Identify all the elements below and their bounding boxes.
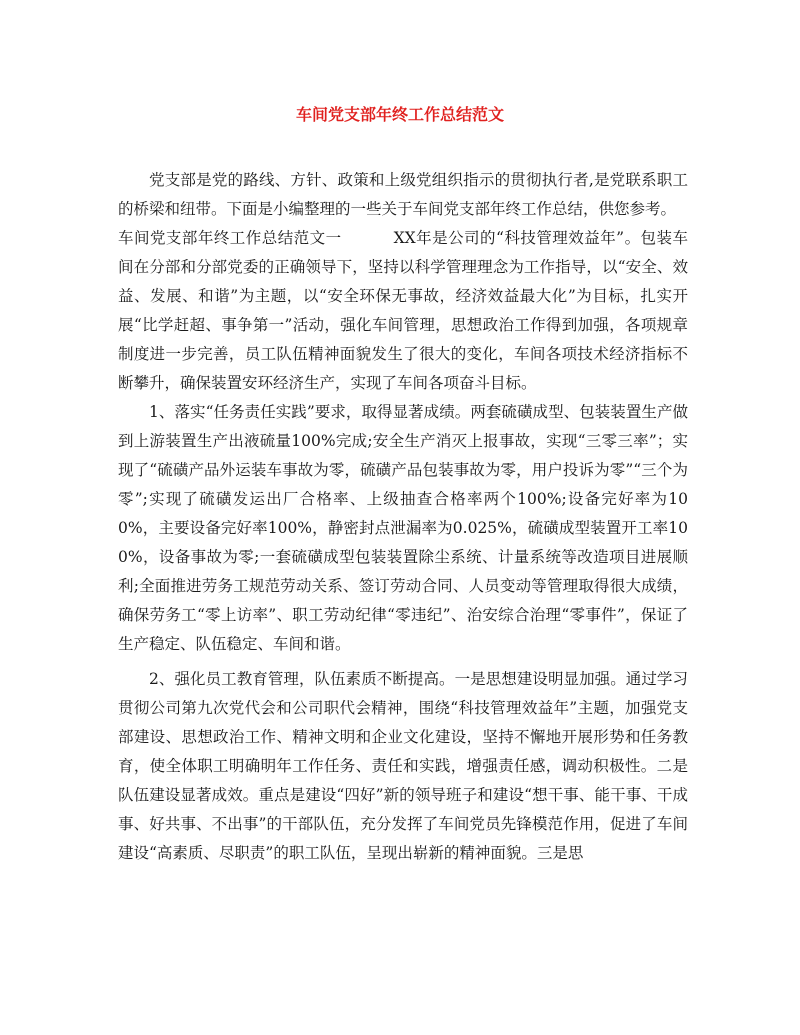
document-body bbox=[118, 166, 688, 868]
section-paragraph bbox=[118, 224, 688, 398]
intro-paragraph: 党支部是党的路线、方针、政策和上级党组织指示的贯彻执行者,是党联系职工的桥梁和纽带。下面是小编整理的一些关于车间党支部年终工作总结，供您参考。 bbox=[118, 171, 688, 218]
point-one-paragraph: 1、落实“任务责任实践”要求，取得显著成绩。两套硫磺成型、包装装置生产做到上游装置生产出液硫量100%完成;安全生产消灭上报事故，实现“三零三率”；实现了“硫磺产品外运装车事故为零，硫磺产品包装事故为零，用户投诉为零”“三个为零”;实现了硫磺发运出厂合格率、上级抽查合格率两个100%;设备完好率为100%，主要设备完好率100%，静密封点泄漏率为0.025%，硫磺成型装置开工率100%，设备事故为零;一套硫磺成型包装装置除尘系统、计量系统等改造项目进展顺利;全面推进劳务工规范劳动关系、签订劳动合同、人员变动等管理取得很大成绩，确保劳务工“零上访率”、职工劳动纪律“零违纪”、治安综合治理“零事件”，保证了生产稳定、队伍稳定、车间和谐。 bbox=[118, 403, 688, 653]
point-two-paragraph: 2、强化员工教育管理，队伍素质不断提高。一是思想建设明显加强。通过学习贯彻公司第九次党代会和公司职代会精神，围绕“科技管理效益年”主题，加强党支部建设、思想政治工作、精神文明和企业文化建设，坚持不懈地开展形势和任务教育，使全体职工明确明年工作任务、责任和实践，增强责任感，调动积极性。二是队伍建设显著成效。重点是建设“四好”新的领导班子和建设“想干事、能干事、干成事、好共事、不出事”的干部队伍，充分发挥了车间党员先锋模范作用，促进了车间建设“高素质、尽职责”的职工队伍，呈现出崭新的精神面貌。三是思 bbox=[118, 670, 688, 862]
document-title: 车间党支部年终工作总结范文 bbox=[295, 105, 504, 124]
section-heading: 车间党支部年终工作总结范文一 bbox=[118, 229, 342, 247]
section-lead: XX年是公司的“科技管理效益年”。包装车间在分部和分部党委的正确领导下，坚持以科学管理理念为工作指导，以“安全、效益、发展、和谐”为主题，以“安全环保无事故，经济效益最大化”为目标，扎实开展“比学赶超、事争第一”活动，强化车间管理，思想政治工作得到加强，各项规章制度进一步完善，员工队伍精神面貌发生了很大的变化，车间各项技术经济指标不断攀升，确保装置安环经济生产，实现了车间各项奋斗目标。 bbox=[118, 229, 688, 392]
